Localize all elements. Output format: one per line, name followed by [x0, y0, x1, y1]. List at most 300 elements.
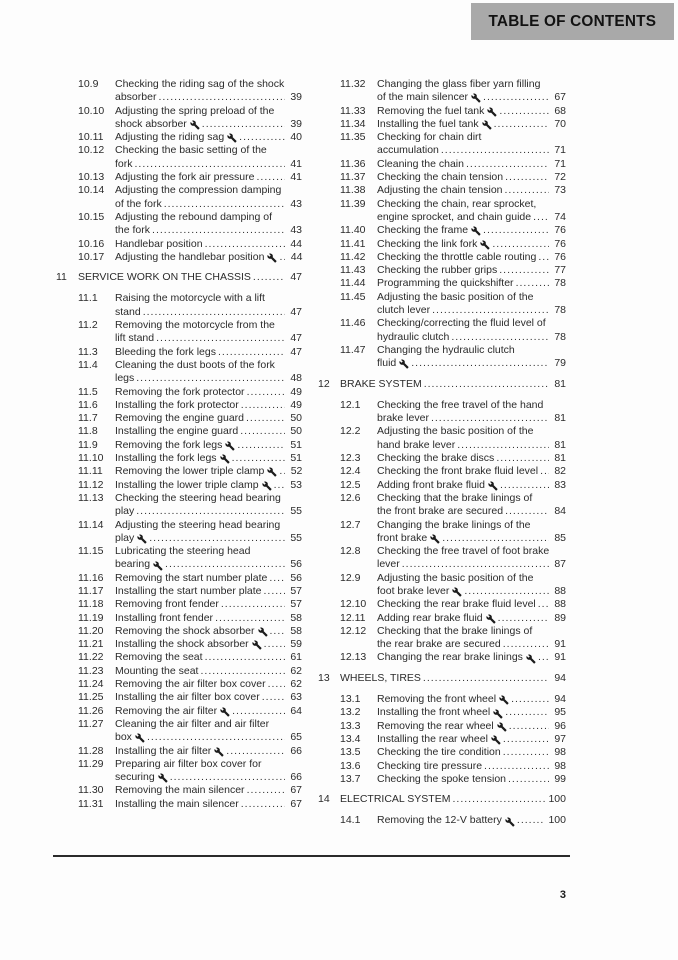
toc-entry-title: Checking the tire condition — [377, 746, 501, 759]
toc-entry[interactable] — [56, 612, 302, 625]
toc-entry-title: Adjusting the chain tension — [377, 184, 503, 197]
toc-entry[interactable] — [56, 425, 302, 438]
toc-entry[interactable] — [318, 773, 566, 786]
toc-entry-number: 12.13 — [340, 651, 367, 664]
toc-entry-number: 11.22 — [78, 651, 104, 664]
toc-entry[interactable] — [56, 105, 302, 132]
toc-entry-number: 11.1 — [78, 292, 98, 305]
toc-entry-title-line: Checking that the brake linings of — [377, 624, 533, 637]
toc-entry-title: the rear brake are secured — [377, 638, 501, 651]
toc-entry-title-line: Checking that the brake linings of — [377, 491, 533, 504]
toc-entry-number: 10.10 — [78, 104, 105, 117]
toc-entry-line — [115, 745, 302, 758]
wrench-icon — [452, 587, 462, 597]
page-ref: 76 — [554, 224, 566, 237]
toc-entry[interactable] — [318, 277, 566, 290]
dot-leader — [143, 306, 285, 319]
toc-entry-number: 10.13 — [78, 171, 105, 184]
toc-entry[interactable] — [56, 572, 302, 585]
page-ref: 77 — [554, 264, 566, 277]
toc-entry[interactable] — [318, 105, 566, 118]
toc-entry-title: legs — [115, 372, 135, 385]
toc-entry-title: Checking tire pressure — [377, 759, 483, 772]
toc-entry-title: Removing front fender — [115, 598, 219, 611]
toc-entry-number: 11.35 — [340, 131, 366, 144]
dot-leader — [505, 706, 549, 719]
dot-leader — [136, 372, 285, 385]
page-ref: 98 — [554, 759, 566, 772]
dot-leader — [505, 505, 549, 518]
toc-entry-title: Adjusting the handlebar position — [115, 250, 265, 263]
toc-entry-title: shock absorber — [115, 117, 187, 130]
toc-entry[interactable] — [56, 519, 302, 546]
toc-entry-line — [115, 346, 302, 359]
toc-entry[interactable] — [318, 612, 566, 625]
toc-entry-title-line: Cleaning the air filter and air filter — [115, 717, 270, 730]
toc-entry[interactable] — [318, 399, 566, 426]
toc-entry[interactable] — [318, 264, 566, 277]
toc-entry-title: Programming the quickshifter — [377, 277, 514, 290]
page-ref: 50 — [290, 412, 302, 425]
toc-entry-line — [115, 306, 302, 319]
toc-entry-title: Installing the rear wheel — [377, 732, 488, 745]
toc-entry[interactable] — [318, 317, 566, 344]
toc-entry-title: hydraulic clutch — [377, 330, 450, 343]
toc-entry[interactable] — [56, 625, 302, 638]
toc-entry[interactable] — [56, 238, 302, 251]
dot-leader — [241, 798, 285, 811]
dot-leader — [500, 479, 549, 492]
toc-entry-line — [377, 706, 566, 719]
toc-entry-line — [377, 532, 566, 545]
dot-leader — [464, 585, 549, 598]
toc-entry-title: securing — [115, 771, 155, 784]
toc-entry-line — [377, 598, 566, 611]
toc-entry-line — [115, 731, 302, 744]
toc-entry-line — [377, 264, 566, 277]
page-ref: 81 — [554, 412, 566, 425]
toc-entry-title-line: Checking the steering head bearing — [115, 491, 281, 504]
toc-entry[interactable] — [318, 452, 566, 465]
toc-entry-title: Mounting the seat — [115, 664, 199, 677]
toc-entry-number: 11.31 — [78, 797, 104, 810]
toc-entry-number: 13.6 — [340, 759, 361, 772]
toc-entry[interactable] — [318, 733, 566, 746]
dot-leader — [452, 793, 545, 806]
toc-entry[interactable] — [318, 224, 566, 237]
page-ref: 63 — [290, 691, 302, 704]
page-title: TABLE OF CONTENTS — [488, 12, 657, 30]
page-ref: 83 — [554, 478, 566, 491]
toc-entry-line — [377, 638, 566, 651]
toc-entry-line — [377, 773, 566, 786]
page-ref: 49 — [290, 398, 302, 411]
toc-entry[interactable] — [56, 452, 302, 465]
toc-entry[interactable] — [56, 131, 302, 144]
dot-leader — [503, 746, 549, 759]
dot-leader — [152, 224, 285, 237]
toc-entry[interactable] — [56, 439, 302, 452]
toc-entry-line — [377, 412, 566, 425]
dot-leader — [424, 378, 549, 391]
toc-entry[interactable] — [318, 78, 566, 105]
toc-entry[interactable] — [318, 465, 566, 478]
toc-entry-title: Checking the link fork — [377, 237, 478, 250]
toc-entry-number: 11.42 — [340, 250, 366, 263]
toc-entry-line — [115, 771, 302, 784]
toc-entry[interactable] — [56, 292, 302, 319]
toc-entry[interactable] — [318, 746, 566, 759]
toc-entry-line — [377, 105, 566, 118]
toc-entry-line — [340, 378, 566, 391]
toc-entry-title: fluid — [377, 357, 397, 370]
toc-entry-number: 11.45 — [340, 290, 366, 303]
toc-entry[interactable] — [318, 625, 566, 652]
toc-entry[interactable] — [56, 651, 302, 664]
toc-entry[interactable] — [56, 171, 302, 184]
toc-entry[interactable] — [318, 693, 566, 706]
dot-leader — [508, 773, 549, 786]
toc-entry-line — [377, 211, 566, 224]
toc-entry-title-line: Adjusting the basic position of the — [377, 425, 534, 438]
page-ref: 95 — [554, 706, 566, 719]
toc-entry-line — [377, 612, 566, 625]
dot-leader — [205, 651, 285, 664]
toc-entry-number: 12.5 — [340, 478, 361, 491]
wrench-icon — [430, 534, 440, 544]
dot-leader — [466, 158, 549, 171]
toc-entry[interactable] — [56, 758, 302, 785]
dot-leader — [509, 720, 549, 733]
toc-entry-number: 12.7 — [340, 518, 361, 531]
toc-entry[interactable] — [318, 425, 566, 452]
toc-entry[interactable] — [56, 718, 302, 745]
toc-entry-number: 13.7 — [340, 772, 361, 785]
toc-entry-line — [115, 412, 302, 425]
dot-leader — [135, 158, 285, 171]
toc-entry-title: Checking the rear brake fluid level — [377, 598, 536, 611]
toc-entry-number: 12.2 — [340, 425, 361, 438]
toc-entry-title: Removing the engine guard — [115, 412, 245, 425]
toc-entry[interactable] — [56, 251, 302, 264]
toc-entry-line — [377, 251, 566, 264]
wrench-icon — [491, 735, 501, 745]
toc-entry-line — [115, 386, 302, 399]
toc-entry[interactable] — [56, 598, 302, 611]
page-ref: 44 — [290, 250, 303, 263]
page-ref: 57 — [290, 584, 302, 597]
dot-leader — [240, 425, 285, 438]
dot-leader — [247, 386, 285, 399]
toc-entry-title-line: Checking for chain dirt — [377, 131, 482, 144]
toc-entry-line — [377, 746, 566, 759]
toc-entry-title: Adjusting the riding sag — [115, 131, 225, 144]
page-ref: 98 — [554, 746, 566, 759]
toc-section-header[interactable] — [318, 793, 566, 806]
wrench-icon — [497, 722, 507, 732]
toc-entry[interactable] — [56, 479, 302, 492]
page-ref: 91 — [554, 651, 566, 664]
wrench-icon — [505, 817, 515, 827]
wrench-icon — [526, 654, 536, 664]
page-ref: 64 — [290, 704, 302, 717]
toc-column-left — [56, 78, 302, 811]
toc-entry-line — [115, 171, 302, 184]
wrench-icon — [499, 695, 509, 705]
page-ref: 47 — [290, 271, 302, 284]
toc-entry-line — [377, 479, 566, 492]
toc-entry-line — [377, 91, 566, 104]
toc-entry-number: 11.30 — [78, 784, 104, 797]
dot-leader — [538, 598, 549, 611]
toc-entry-number: 12.8 — [340, 545, 361, 558]
toc-entry[interactable] — [56, 585, 302, 598]
toc-entry-line — [115, 224, 302, 237]
toc-entry-number: 10.17 — [78, 250, 105, 263]
dot-leader — [538, 651, 549, 664]
dot-leader — [215, 612, 285, 625]
toc-entry[interactable] — [56, 386, 302, 399]
toc-entry-title: accumulation — [377, 144, 439, 157]
toc-entry-title: Installing the front wheel — [377, 706, 491, 719]
toc-entry[interactable] — [318, 598, 566, 611]
page-ref: 67 — [554, 91, 566, 104]
dot-leader — [496, 452, 549, 465]
toc-entry[interactable] — [318, 158, 566, 171]
wrench-icon — [137, 534, 147, 544]
toc-entry[interactable] — [56, 638, 302, 651]
toc-entry-line — [115, 452, 302, 465]
page-ref: 87 — [554, 558, 566, 571]
toc-entry-title: Removing the shock absorber — [115, 624, 255, 637]
page-ref: 67 — [290, 797, 302, 810]
toc-entry[interactable] — [318, 651, 566, 664]
toc-entry-title-line: Adjusting the rebound damping of — [115, 210, 273, 223]
toc-entry-title: Checking the front brake fluid level — [377, 465, 539, 478]
toc-entry[interactable] — [56, 211, 302, 238]
wrench-icon — [214, 747, 224, 757]
toc-entry[interactable] — [56, 545, 302, 572]
toc-entry[interactable] — [56, 745, 302, 758]
toc-entry-number: 11.6 — [78, 398, 98, 411]
toc-entry[interactable] — [56, 78, 302, 105]
page-ref: 59 — [290, 638, 302, 651]
page-ref: 65 — [290, 731, 302, 744]
toc-entry[interactable] — [318, 184, 566, 197]
toc-entry-title: Installing the start number plate — [115, 584, 262, 597]
toc-entry[interactable] — [56, 359, 302, 386]
dot-leader — [147, 731, 285, 744]
page-ref: 48 — [290, 372, 302, 385]
toc-entry-title: clutch lever — [377, 304, 431, 317]
toc-entry[interactable] — [318, 238, 566, 251]
toc-entry-title: Checking the spoke tension — [377, 772, 506, 785]
toc-entry-line — [115, 238, 302, 251]
page-ref: 53 — [290, 478, 302, 491]
toc-entry-line — [115, 585, 302, 598]
page-ref: 41 — [290, 157, 302, 170]
toc-entry-number: 13.1 — [340, 693, 361, 706]
dot-leader — [253, 271, 285, 284]
toc-entry-line — [377, 720, 566, 733]
toc-section-number: 14 — [318, 793, 330, 806]
toc-entry-title: fork — [115, 157, 133, 170]
page-ref: 72 — [554, 171, 566, 184]
dot-leader — [232, 705, 285, 718]
toc-entry-line — [377, 760, 566, 773]
toc-entry-title: Installing the lower triple clamp — [115, 478, 259, 491]
page-ref: 91 — [554, 638, 566, 651]
toc-entry[interactable] — [56, 144, 302, 171]
toc-entry[interactable] — [318, 492, 566, 519]
toc-entry-line — [377, 733, 566, 746]
toc-entry[interactable] — [56, 399, 302, 412]
toc-entry[interactable] — [56, 412, 302, 425]
toc-entry[interactable] — [318, 131, 566, 158]
toc-entry-line — [377, 184, 566, 197]
toc-entry[interactable] — [318, 118, 566, 131]
toc-entry[interactable] — [318, 760, 566, 773]
toc-entry[interactable] — [56, 346, 302, 359]
toc-entry-number: 11.37 — [340, 171, 366, 184]
toc-entry-title: lever — [377, 558, 400, 571]
toc-entry[interactable] — [318, 720, 566, 733]
toc-entry-line — [115, 691, 302, 704]
toc-entry-number: 11.21 — [78, 638, 104, 651]
dot-leader — [264, 638, 285, 651]
toc-entry[interactable] — [318, 251, 566, 264]
toc-entry-line — [377, 238, 566, 251]
toc-entry-line — [115, 399, 302, 412]
toc-entry[interactable] — [318, 291, 566, 318]
toc-entry-title: Changing the rear brake linings — [377, 651, 523, 664]
toc-entry-title-line: Changing the hydraulic clutch — [377, 343, 515, 356]
dot-leader — [269, 572, 285, 585]
dot-leader — [205, 238, 285, 251]
toc-entry-number: 11.8 — [78, 425, 98, 438]
wrench-icon — [487, 107, 497, 117]
toc-entry-title: Installing the main silencer — [115, 797, 239, 810]
page-ref: 76 — [554, 250, 566, 263]
toc-entry-line — [115, 612, 302, 625]
toc-entry-title: Cleaning the chain — [377, 157, 464, 170]
toc-section-header[interactable] — [56, 271, 302, 284]
toc-entry[interactable] — [56, 665, 302, 678]
toc-entry[interactable] — [318, 814, 566, 827]
toc-entry-line — [377, 465, 566, 478]
wrench-icon — [486, 614, 496, 624]
toc-entry[interactable] — [318, 344, 566, 371]
wrench-icon — [488, 481, 498, 491]
toc-entry-line — [377, 439, 566, 452]
toc-section-header[interactable] — [318, 672, 566, 685]
page-ref: 71 — [554, 144, 566, 157]
toc-entry-number: 14.1 — [340, 814, 361, 827]
wrench-icon — [493, 709, 503, 719]
toc-entry-title: of the fork — [115, 197, 162, 210]
toc-entry[interactable] — [318, 706, 566, 719]
page-ref: 88 — [554, 584, 566, 597]
toc-entry-line — [377, 224, 566, 237]
toc-entry-title: Bleeding the fork legs — [115, 345, 216, 358]
toc-entry-line — [115, 332, 302, 345]
toc-entry-title: Removing the start number plate — [115, 571, 268, 584]
toc-entry-number: 11.12 — [78, 478, 104, 491]
toc-entry[interactable] — [56, 798, 302, 811]
toc-entry[interactable] — [56, 465, 302, 478]
toc-entry-title: Installing the air filter — [115, 744, 212, 757]
dot-leader — [402, 558, 549, 571]
dot-leader — [499, 105, 549, 118]
page-ref: 62 — [290, 664, 302, 677]
toc-entry[interactable] — [56, 705, 302, 718]
toc-entry[interactable] — [56, 492, 302, 519]
toc-entry-number: 10.16 — [78, 237, 105, 250]
toc-entry-title: the fork — [115, 224, 151, 237]
toc-entry-title-line: Checking the chain, rear sprocket, — [377, 197, 537, 210]
toc-entry-title-line: Checking/correcting the fluid level of — [377, 317, 546, 330]
page-ref: 55 — [290, 531, 302, 544]
toc-entry[interactable] — [56, 691, 302, 704]
page-ref: 97 — [554, 732, 566, 745]
toc-entry-number: 11.29 — [78, 757, 104, 770]
dot-leader — [498, 612, 549, 625]
toc-entry-line — [115, 158, 302, 171]
page-ref: 67 — [290, 784, 302, 797]
toc-entry-line — [115, 479, 302, 492]
toc-entry-title: of the main silencer — [377, 91, 469, 104]
toc-entry-number: 11.18 — [78, 598, 104, 611]
toc-entry-line — [377, 331, 566, 344]
toc-entry-number: 11.7 — [78, 412, 98, 425]
toc-entry-title-line: Checking the free travel of the hand — [377, 398, 544, 411]
toc-entry[interactable] — [56, 784, 302, 797]
toc-entry-title: Checking the chain tension — [377, 171, 504, 184]
dot-leader — [246, 412, 285, 425]
toc-section-header[interactable] — [318, 378, 566, 391]
toc-entry[interactable] — [318, 545, 566, 572]
toc-entry-number: 11.19 — [78, 611, 104, 624]
dot-leader — [505, 171, 549, 184]
toc-entry[interactable] — [318, 519, 566, 546]
toc-entry-title: Removing the air filter box cover — [115, 678, 266, 691]
toc-entry[interactable] — [318, 198, 566, 225]
wrench-icon — [220, 454, 230, 464]
toc-entry[interactable] — [56, 678, 302, 691]
toc-entry-title: Checking the brake discs — [377, 452, 495, 465]
dot-leader — [442, 532, 549, 545]
toc-entry-line — [377, 158, 566, 171]
toc-entry-line — [377, 171, 566, 184]
page-number: 3 — [559, 889, 566, 901]
toc-entry[interactable] — [318, 479, 566, 492]
toc-entry[interactable] — [318, 572, 566, 599]
toc-entry[interactable] — [56, 319, 302, 346]
toc-entry-line — [115, 705, 302, 718]
toc-entry-number: 10.15 — [78, 210, 105, 223]
page-ref: 66 — [290, 744, 302, 757]
toc-entry[interactable] — [56, 184, 302, 211]
toc-entry[interactable] — [318, 171, 566, 184]
toc-entry-line — [340, 793, 566, 806]
page-ref: 74 — [554, 210, 566, 223]
toc-entry-number: 11.47 — [340, 343, 366, 356]
page-ref: 73 — [554, 184, 566, 197]
page-ref: 68 — [554, 104, 566, 117]
page-ref: 56 — [290, 571, 302, 584]
toc-entry-number: 10.12 — [78, 144, 105, 157]
toc-entry-line — [377, 505, 566, 518]
